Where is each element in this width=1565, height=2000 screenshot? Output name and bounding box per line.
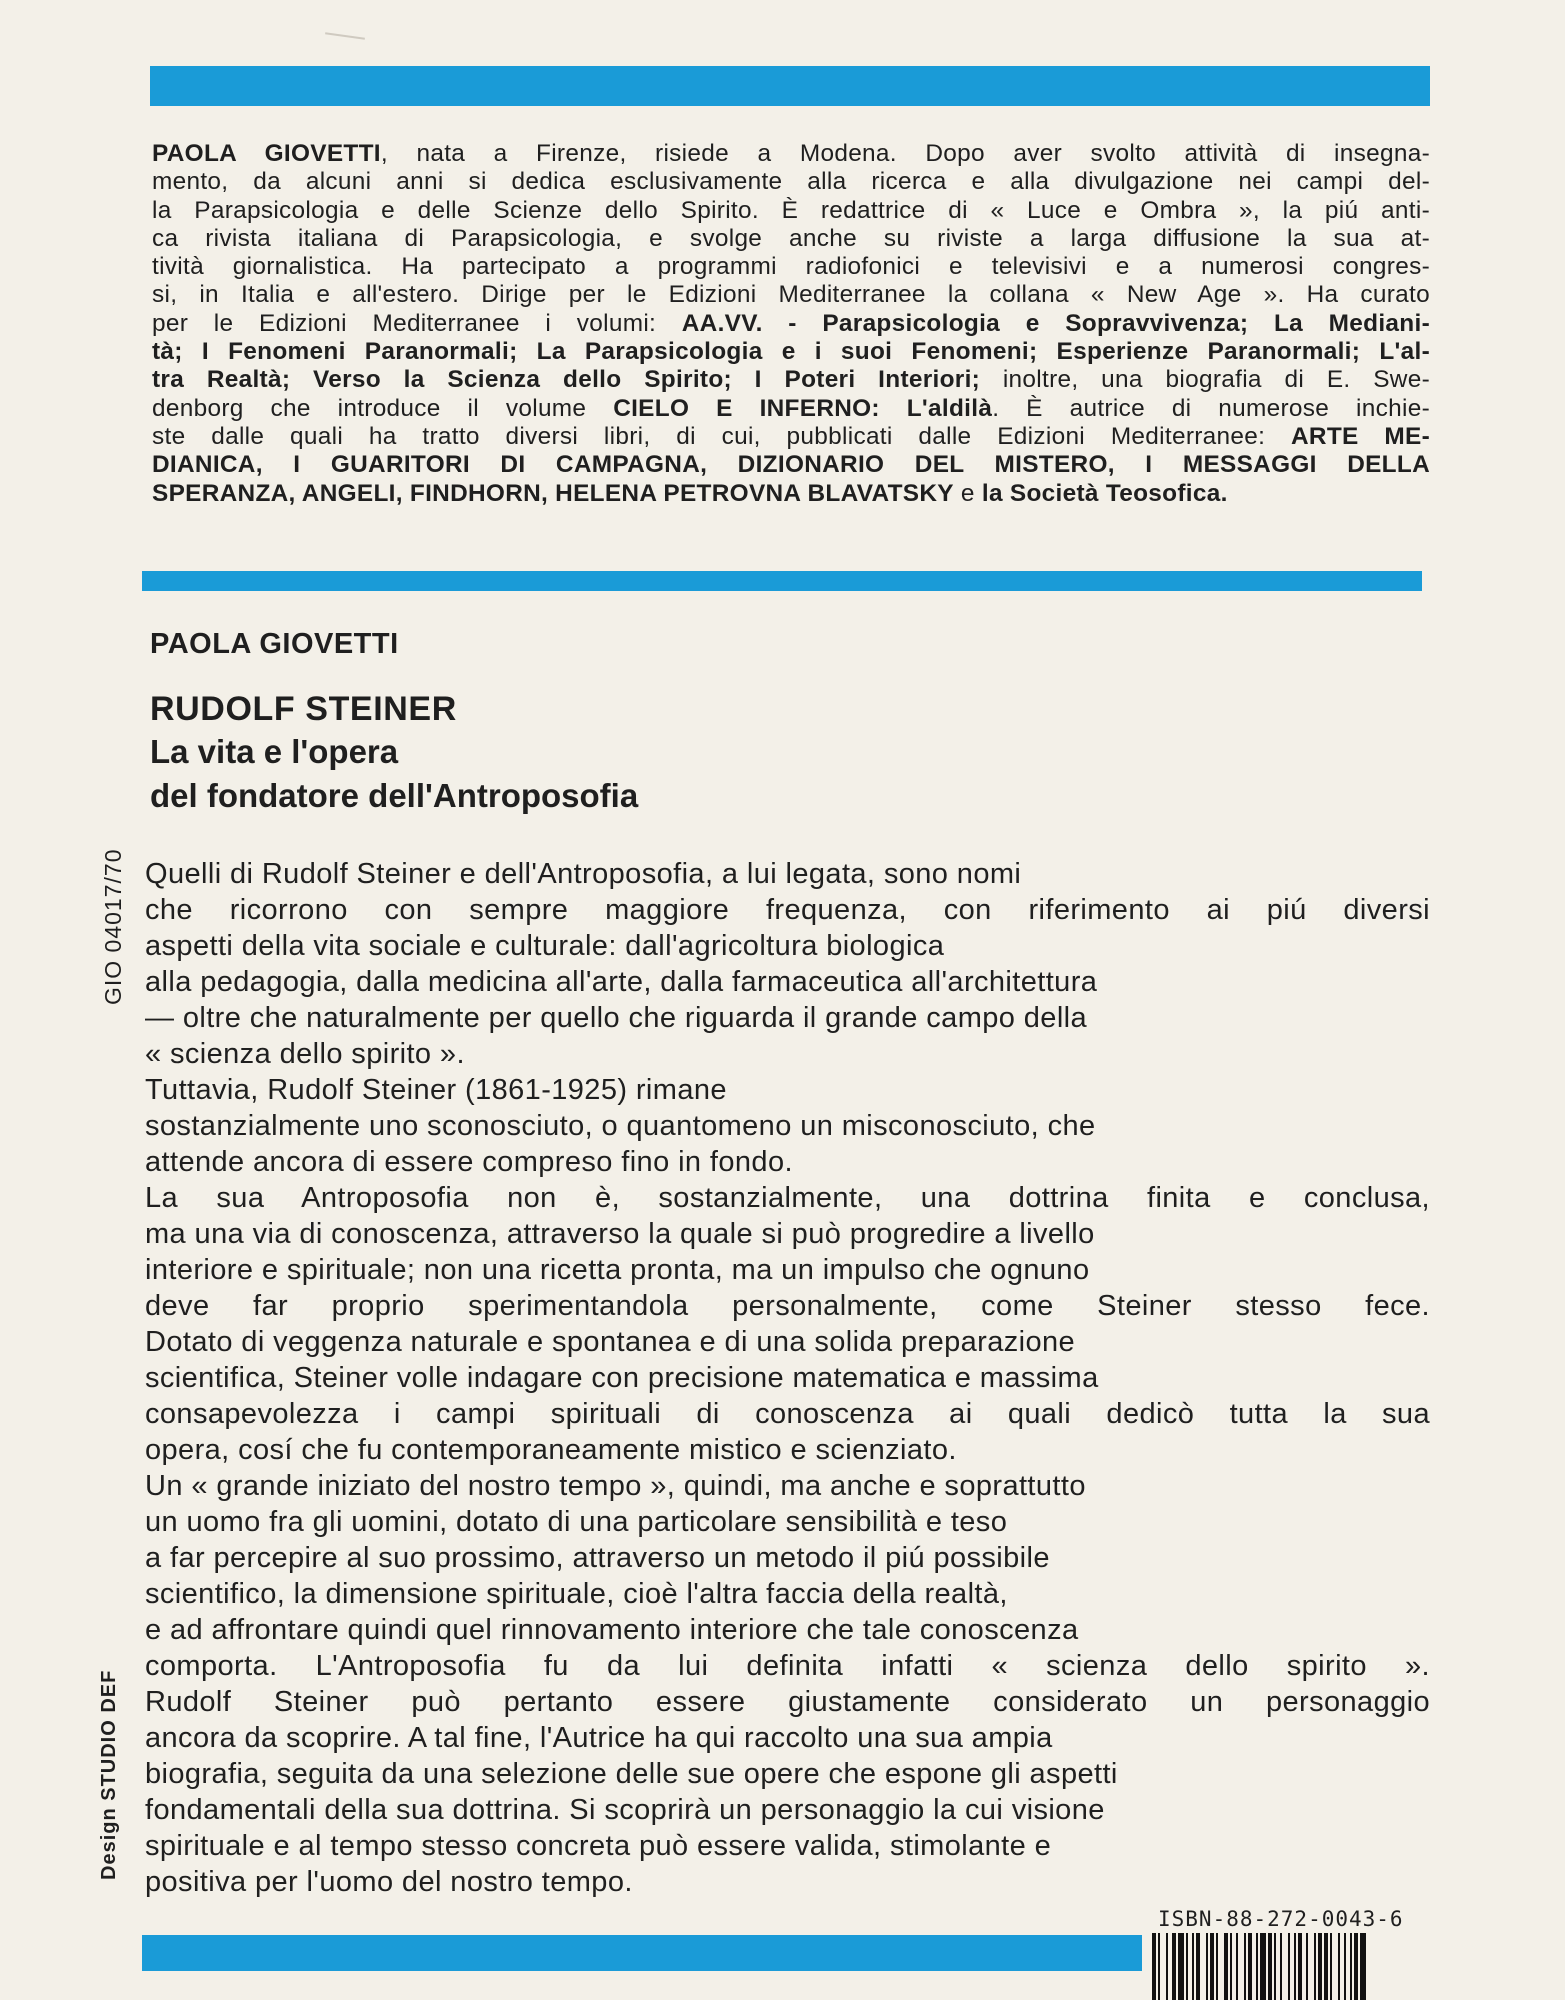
barcode-stripe bbox=[1248, 1933, 1252, 2000]
barcode-stripe bbox=[1338, 1933, 1340, 2000]
bio-line bbox=[152, 168, 1430, 196]
book-description bbox=[145, 856, 1430, 1900]
description-line: fondamentali della sua dottrina. Si scoprirà un personaggio la cui visione bbox=[145, 1794, 1105, 1826]
bio-text: la Parapsicologia e delle Scienze dello Spirito. È redattrice di « Luce e Ombra », la piú anti- bbox=[152, 196, 1430, 224]
barcode-stripe bbox=[1330, 1933, 1332, 2000]
description-line: biografia, seguita da una selezione delle sue opere che espone gli aspetti bbox=[145, 1758, 1118, 1790]
barcode-image bbox=[1152, 1933, 1422, 2000]
barcode-stripe bbox=[1268, 1933, 1272, 2000]
catalog-code: GIO 04017/70 bbox=[100, 848, 126, 1005]
bio-bold-text: tà; I Fenomeni Paranormali; La Parapsicologia e i suoi Fenomeni; Esperienze Paranormali; L'al- bbox=[152, 338, 1430, 366]
bio-line bbox=[152, 395, 1430, 423]
description-line: ma una via di conoscenza, attraverso la quale si può progredire a livello bbox=[145, 1218, 1095, 1250]
barcode-stripe bbox=[1294, 1933, 1296, 2000]
barcode-stripe bbox=[1206, 1933, 1208, 2000]
barcode-stripe bbox=[1186, 1933, 1188, 2000]
book-subtitle-line-1: La vita e l'opera bbox=[150, 733, 399, 770]
bio-line bbox=[152, 281, 1430, 309]
bio-bold-text: PAOLA GIOVETTI bbox=[152, 140, 381, 167]
description-line: alla pedagogia, dalla medicina all'arte, dalla farmaceutica all'architettura bbox=[145, 966, 1098, 998]
bio-text: ca rivista italiana di Parapsicologia, e svolge anche su riviste a larga diffusione la sua at- bbox=[152, 224, 1430, 252]
bio-line bbox=[152, 310, 1430, 338]
barcode-stripe bbox=[1158, 1933, 1160, 2000]
description-line: attende ancora di essere compreso fino in fondo. bbox=[145, 1146, 793, 1178]
description-line: « scienza dello spirito ». bbox=[145, 1038, 465, 1070]
barcode-stripe bbox=[1260, 1933, 1266, 2000]
bio-bold-text: tra Realtà; Verso la Scienza dello Spirito; I Poteri Interiori; bbox=[152, 366, 981, 394]
bio-line bbox=[152, 480, 1430, 508]
description-line: consapevolezza i campi spirituali di conoscenza ai quali dedicò tutta la sua bbox=[145, 1398, 1430, 1430]
book-subtitle-line-2: del fondatore dell'Antroposofia bbox=[150, 777, 639, 814]
bio-line bbox=[152, 451, 1430, 479]
bio-text: ste dalle quali ha tratto diversi libri, di cui, pubblicati dalle Edizioni Mediterranee: bbox=[152, 422, 1291, 450]
description-line: ancora da scoprire. A tal fine, l'Autrice ha qui raccolto una sua ampia bbox=[145, 1722, 1053, 1754]
isbn-number: ISBN-88-272-0043-6 bbox=[1158, 1907, 1404, 1931]
description-line: opera, cosí che fu contemporaneamente mistico e scienziato. bbox=[145, 1434, 957, 1466]
barcode-stripe bbox=[1152, 1933, 1156, 2000]
barcode-stripe bbox=[1298, 1933, 1302, 2000]
barcode-stripe bbox=[1192, 1933, 1194, 2000]
barcode-stripe bbox=[1216, 1933, 1218, 2000]
barcode-stripe bbox=[1318, 1933, 1322, 2000]
barcode-stripe bbox=[1230, 1933, 1232, 2000]
bio-text: denborg che introduce il volume bbox=[152, 394, 614, 422]
barcode-stripe bbox=[1166, 1933, 1168, 2000]
description-line: Un « grande iniziato del nostro tempo », quindi, ma anche e soprattutto bbox=[145, 1470, 1086, 1502]
barcode-stripe bbox=[1324, 1933, 1328, 2000]
description-line: spirituale e al tempo stesso concreta può essere valida, stimolante e bbox=[145, 1830, 1052, 1862]
bio-bold-text: AA.VV. - Parapsicologia e Sopravvivenza; La Mediani- bbox=[681, 309, 1430, 337]
bio-line bbox=[152, 140, 1430, 168]
description-line: Quelli di Rudolf Steiner e dell'Antroposofia, a lui legata, sono nomi bbox=[145, 858, 1022, 890]
description-line: interiore e spirituale; non una ricetta pronta, ma un impulso che ognuno bbox=[145, 1254, 1090, 1286]
description-line: positiva per l'uomo del nostro tempo. bbox=[145, 1866, 633, 1898]
barcode-stripe bbox=[1354, 1933, 1358, 2000]
bio-line bbox=[152, 253, 1430, 281]
bio-text: inoltre, una biografia di E. Swe- bbox=[980, 366, 1431, 394]
bottom-blue-bar bbox=[142, 1935, 1142, 1971]
bio-bold-text: la Società Teosofica. bbox=[981, 479, 1228, 507]
description-line: Dotato di veggenza naturale e spontanea e di una solida preparazione bbox=[145, 1326, 1076, 1358]
bio-text: mento, da alcuni anni si dedica esclusivamente alla ricerca e alla divulgazione nei campi del- bbox=[152, 168, 1430, 196]
barcode-stripe bbox=[1210, 1933, 1214, 2000]
barcode-stripe bbox=[1178, 1933, 1184, 2000]
description-line: Rudolf Steiner può pertanto essere giustamente considerato un personaggio bbox=[145, 1686, 1430, 1718]
barcode-stripe bbox=[1196, 1933, 1200, 2000]
barcode-stripe bbox=[1306, 1933, 1308, 2000]
description-line: aspetti della vita sociale e culturale: dall'agricoltura biologica bbox=[145, 930, 945, 962]
description-line: a far percepire al suo prossimo, attraverso un metodo il piú possibile bbox=[145, 1542, 1050, 1574]
top-blue-bar bbox=[150, 66, 1430, 106]
bio-text: tività giornalistica. Ha partecipato a programmi radiofonici e televisivi e a numerosi congres- bbox=[152, 253, 1430, 281]
barcode-stripe bbox=[1344, 1933, 1346, 2000]
book-title: RUDOLF STEINER bbox=[150, 690, 457, 728]
book-title-block bbox=[150, 688, 638, 818]
description-line: scientifico, la dimensione spirituale, cioè l'altra faccia della realtà, bbox=[145, 1578, 1008, 1610]
description-line: sostanzialmente uno sconosciuto, o quantomeno un misconosciuto, che bbox=[145, 1110, 1096, 1142]
description-line: La sua Antroposofia non è, sostanzialmente, una dottrina finita e conclusa, bbox=[145, 1182, 1430, 1214]
barcode-stripe bbox=[1350, 1933, 1352, 2000]
description-line: deve far proprio sperimentandola personalmente, come Steiner stesso fece. bbox=[145, 1290, 1430, 1322]
bio-line bbox=[152, 338, 1430, 366]
author-name: PAOLA GIOVETTI bbox=[150, 628, 399, 660]
paper-scratch-mark bbox=[325, 32, 365, 40]
bio-bold-text: CIELO E INFERNO: L'aldilà bbox=[613, 394, 993, 422]
middle-blue-bar bbox=[142, 571, 1422, 591]
bio-line bbox=[152, 225, 1430, 253]
bio-line bbox=[152, 197, 1430, 225]
description-line: che ricorrono con sempre maggiore frequenza, con riferimento ai piú diversi bbox=[145, 894, 1430, 926]
bio-text: , nata a Firenze, risiede a Modena. Dopo aver svolto attività di insegna- bbox=[380, 140, 1430, 167]
barcode-stripe bbox=[1224, 1933, 1228, 2000]
bio-line bbox=[152, 423, 1430, 451]
bio-bold-text: ARTE ME- bbox=[1291, 422, 1430, 450]
barcode-stripe bbox=[1236, 1933, 1238, 2000]
design-credit: Design STUDIO DEF bbox=[98, 1669, 120, 1880]
bio-text: si, in Italia e all'estero. Dirige per le Edizioni Mediterranee la collana « New Age ». Ha curato bbox=[152, 281, 1430, 309]
barcode-stripe bbox=[1288, 1933, 1290, 2000]
bio-bold-text: DIANICA, I GUARITORI DI CAMPAGNA, DIZIONARIO DEL MISTERO, I MESSAGGI DELLA bbox=[152, 451, 1430, 479]
bio-bold-text: SPERANZA, ANGELI, FINDHORN, HELENA PETROVNA BLAVATSKY bbox=[152, 479, 954, 507]
barcode-stripe bbox=[1274, 1933, 1276, 2000]
bio-text: . È autrice di numerose inchie- bbox=[992, 394, 1430, 422]
barcode-stripe bbox=[1172, 1933, 1176, 2000]
barcode-stripe bbox=[1244, 1933, 1246, 2000]
description-line: un uomo fra gli uomini, dotato di una particolare sensibilità e teso bbox=[145, 1506, 1008, 1538]
description-line: — oltre che naturalmente per quello che riguarda il grande campo della bbox=[145, 1002, 1088, 1034]
barcode-stripe bbox=[1360, 1933, 1366, 2000]
barcode-stripe bbox=[1256, 1933, 1258, 2000]
author-biography bbox=[152, 140, 1430, 508]
bio-text: e bbox=[953, 479, 982, 507]
description-line: Tuttavia, Rudolf Steiner (1861-1925) rimane bbox=[145, 1074, 727, 1106]
bio-text: per le Edizioni Mediterranee i volumi: bbox=[152, 309, 682, 337]
description-line: comporta. L'Antroposofia fu da lui definita infatti « scienza dello spirito ». bbox=[145, 1650, 1430, 1682]
bio-line bbox=[152, 366, 1430, 394]
description-line: scientifica, Steiner volle indagare con precisione matematica e massima bbox=[145, 1362, 1099, 1394]
barcode-stripe bbox=[1314, 1933, 1316, 2000]
description-line: e ad affrontare quindi quel rinnovamento interiore che tale conoscenza bbox=[145, 1614, 1079, 1646]
barcode-stripe bbox=[1280, 1933, 1282, 2000]
